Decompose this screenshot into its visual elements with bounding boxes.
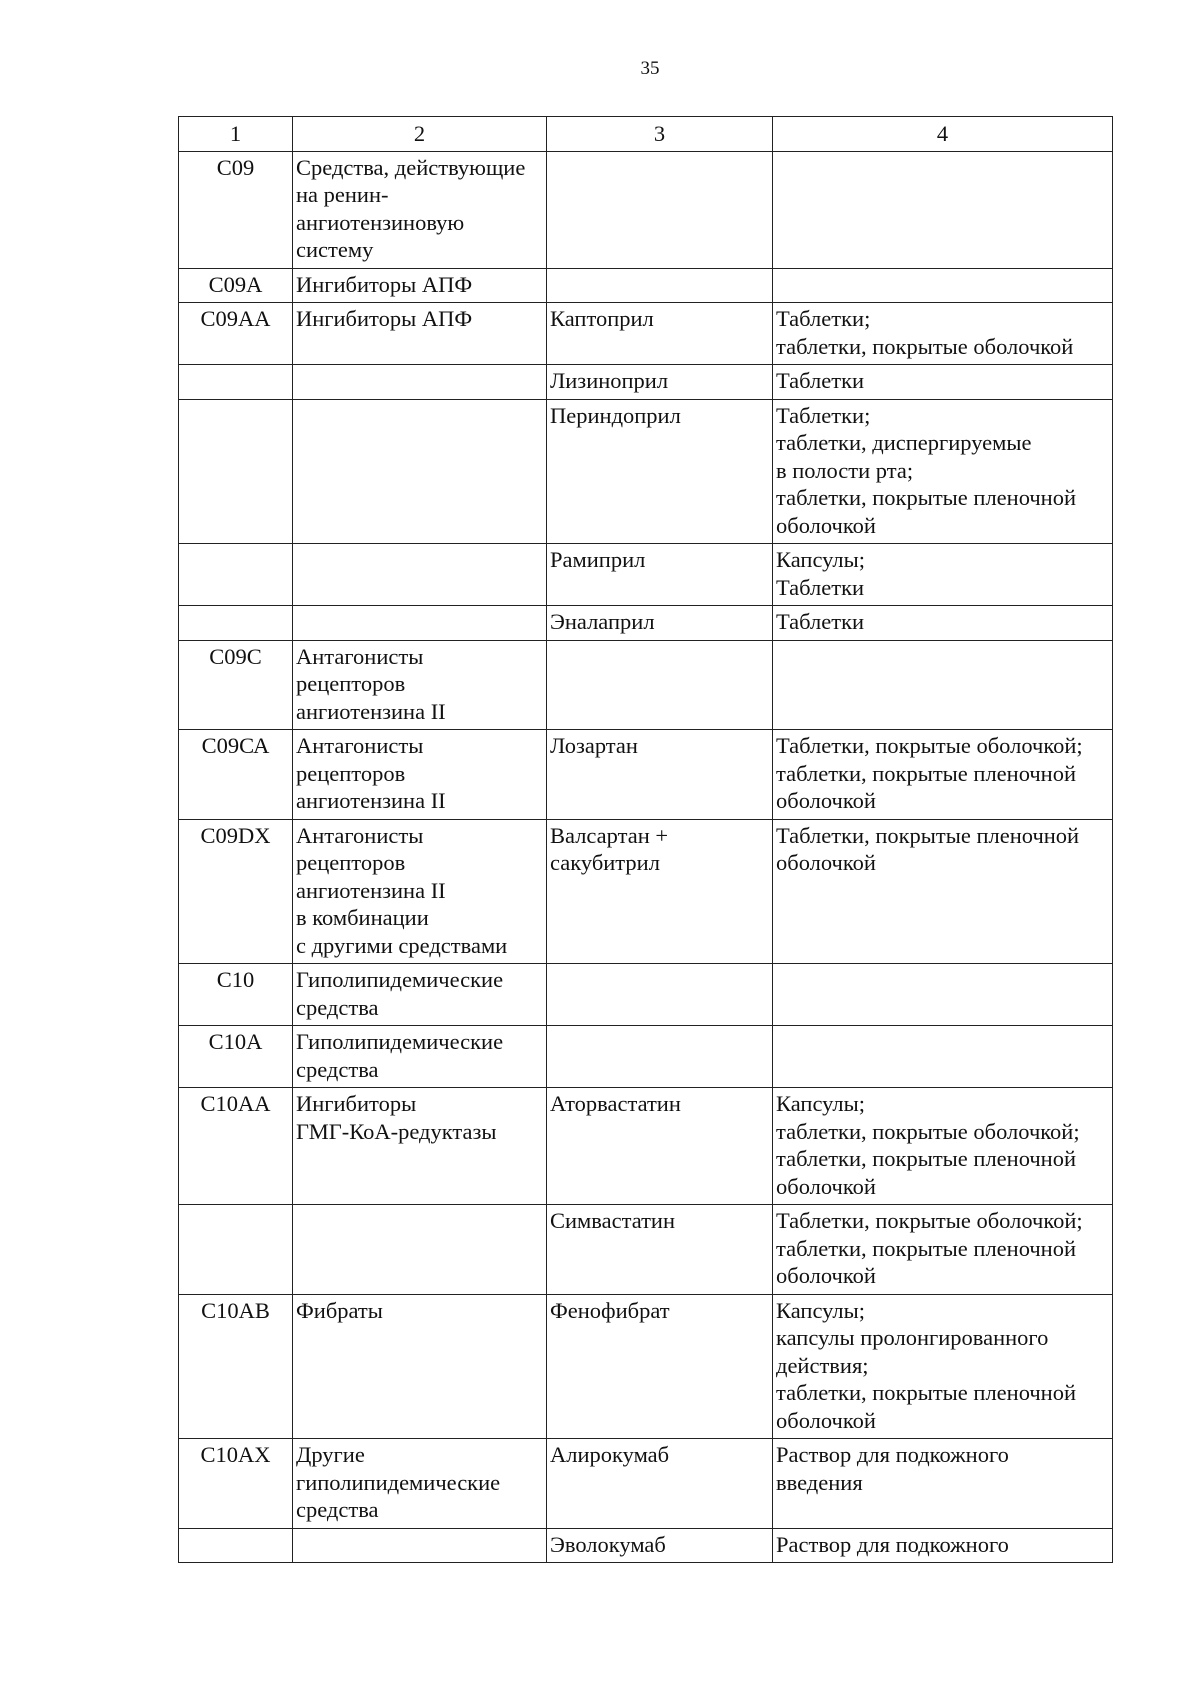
dosage-forms-cell	[773, 268, 1113, 303]
drug-cell	[547, 964, 773, 1026]
dosage-forms-cell	[773, 1528, 1113, 1563]
dosage-forms-cell	[773, 1205, 1113, 1295]
group-line: ангиотензина II	[296, 788, 446, 813]
group-line: Ингибиторы АПФ	[296, 271, 473, 297]
table-header	[179, 117, 1113, 152]
group-cell	[293, 1205, 547, 1295]
group-line: Ингибиторы	[296, 1091, 417, 1116]
dosage-forms-cell	[773, 1439, 1113, 1529]
dosage-forms-line: действия;	[776, 1352, 869, 1378]
group-cell	[293, 1294, 547, 1439]
group-line: Антагонисты	[296, 822, 424, 848]
group-line: Ингибиторы АПФ	[296, 306, 473, 331]
atc-code-cell: С09А	[179, 268, 293, 303]
dosage-forms-line: в полости рта;	[776, 457, 914, 483]
drug-cell	[547, 640, 773, 730]
group-line: рецепторов	[296, 671, 406, 696]
drug-line: Эналаприл	[550, 609, 655, 634]
drug-cell	[547, 819, 773, 964]
group-line: Гиполипидемические	[296, 967, 504, 992]
drug-cell	[547, 268, 773, 303]
group-cell	[293, 1528, 547, 1563]
dosage-forms-cell	[773, 1088, 1113, 1205]
dosage-forms-cell	[773, 1026, 1113, 1088]
group-line: ангиотензиновую	[296, 209, 465, 235]
group-cell	[293, 399, 547, 544]
dosage-forms-line: таблетки, покрытые пленочной	[776, 760, 1077, 786]
group-line: систему	[296, 237, 374, 262]
table-row	[179, 399, 1113, 544]
dosage-forms-line: Таблетки;	[776, 402, 871, 428]
table-row	[179, 268, 1113, 303]
atc-code-cell	[179, 1205, 293, 1295]
dosage-forms-cell	[773, 640, 1113, 730]
column-header-2: 2	[293, 117, 547, 152]
table-body	[179, 151, 1113, 1563]
table-row	[179, 964, 1113, 1026]
dosage-forms-line: таблетки, покрытые оболочкой;	[776, 1118, 1080, 1144]
group-line: с другими средствами	[296, 932, 508, 958]
dosage-forms-line: оболочкой	[776, 1407, 876, 1433]
drug-line: Каптоприл	[550, 306, 654, 331]
group-line: рецепторов	[296, 760, 406, 786]
dosage-forms-line: Капсулы;	[776, 1297, 865, 1323]
drug-line: Рамиприл	[550, 547, 646, 572]
drug-cell	[547, 544, 773, 606]
drug-cell	[547, 606, 773, 641]
dosage-forms-line: таблетки, диспергируемые	[776, 430, 1032, 455]
dosage-forms-line: оболочкой	[776, 1263, 876, 1288]
group-line: гиполипидемические	[296, 1469, 501, 1495]
header-row	[179, 117, 1113, 152]
group-line: на ренин-	[296, 182, 389, 207]
group-line: средства	[296, 994, 379, 1020]
dosage-forms-line: оболочкой	[776, 512, 876, 538]
dosage-forms-line: Таблетки, покрытые оболочкой;	[776, 733, 1083, 758]
group-cell	[293, 606, 547, 641]
table-row	[179, 1205, 1113, 1295]
group-line: Антагонисты	[296, 643, 424, 669]
column-header-4: 4	[773, 117, 1113, 152]
atc-code-cell: С09DX	[179, 819, 293, 964]
dosage-forms-line: таблетки, покрытые пленочной	[776, 1235, 1077, 1261]
group-cell	[293, 964, 547, 1026]
atc-code-cell: С10	[179, 964, 293, 1026]
drug-line: Фенофибрат	[550, 1297, 670, 1323]
table-row	[179, 365, 1113, 400]
group-cell	[293, 365, 547, 400]
drug-cell	[547, 1439, 773, 1529]
group-line: ангиотензина II	[296, 698, 446, 724]
atc-code-cell	[179, 544, 293, 606]
drug-cell	[547, 303, 773, 365]
column-header-3: 3	[547, 117, 773, 152]
group-cell	[293, 151, 547, 268]
group-cell	[293, 544, 547, 606]
atc-code-cell: С10АА	[179, 1088, 293, 1205]
dosage-forms-line: введения	[776, 1469, 863, 1495]
table-row	[179, 1528, 1113, 1563]
dosage-forms-line: оболочкой	[776, 1173, 876, 1199]
drug-line: сакубитрил	[550, 850, 660, 875]
table-row	[179, 730, 1113, 820]
atc-code-cell: С09	[179, 151, 293, 268]
table-row	[179, 303, 1113, 365]
dosage-forms-line: Капсулы;	[776, 1091, 865, 1116]
group-cell	[293, 1439, 547, 1529]
group-line: средства	[296, 1056, 379, 1082]
dosage-forms-cell	[773, 303, 1113, 365]
group-cell	[293, 730, 547, 820]
dosage-forms-cell	[773, 730, 1113, 820]
drug-cell	[547, 1026, 773, 1088]
dosage-forms-line: таблетки, покрытые пленочной	[776, 485, 1077, 510]
atc-code-cell: С09АА	[179, 303, 293, 365]
group-line: Фибраты	[296, 1297, 383, 1323]
table-row	[179, 1294, 1113, 1439]
dosage-forms-cell	[773, 819, 1113, 964]
drug-cell	[547, 1528, 773, 1563]
dosage-forms-line: Раствор для подкожного	[776, 1531, 1009, 1557]
drug-line: Эволокумаб	[550, 1531, 666, 1557]
dosage-forms-line: оболочкой	[776, 850, 876, 875]
group-cell	[293, 1088, 547, 1205]
dosage-forms-cell	[773, 399, 1113, 544]
drug-cell	[547, 365, 773, 400]
column-header-1: 1	[179, 117, 293, 152]
group-line: Антагонисты	[296, 733, 424, 758]
atc-code-cell: С10АВ	[179, 1294, 293, 1439]
group-line: рецепторов	[296, 850, 406, 875]
table-row	[179, 640, 1113, 730]
table-row	[179, 1439, 1113, 1529]
group-line: ангиотензина II	[296, 877, 446, 903]
group-line: Средства, действующие	[296, 154, 526, 180]
dosage-forms-cell	[773, 544, 1113, 606]
drug-line: Симвастатин	[550, 1208, 676, 1233]
dosage-forms-line: таблетки, покрытые пленочной	[776, 1146, 1077, 1171]
dosage-forms-line: таблетки, покрытые оболочкой	[776, 333, 1074, 359]
atc-code-cell: С10А	[179, 1026, 293, 1088]
drug-line: Лозартан	[550, 733, 638, 758]
dosage-forms-line: Таблетки	[776, 574, 865, 600]
table-row	[179, 1088, 1113, 1205]
atc-code-cell	[179, 606, 293, 641]
atc-code-cell	[179, 365, 293, 400]
drug-cell	[547, 1088, 773, 1205]
drug-line: Периндоприл	[550, 402, 681, 428]
dosage-forms-line: Таблетки	[776, 368, 865, 393]
drug-line: Валсартан +	[550, 822, 669, 848]
group-cell	[293, 819, 547, 964]
dosage-forms-line: Капсулы;	[776, 547, 865, 572]
drug-cell	[547, 399, 773, 544]
group-line: Другие	[296, 1442, 365, 1467]
group-line: в комбинации	[296, 905, 429, 930]
atc-code-cell: С10АХ	[179, 1439, 293, 1529]
drug-line: Аторвастатин	[550, 1091, 681, 1116]
table-row	[179, 819, 1113, 964]
atc-code-cell: С09СА	[179, 730, 293, 820]
dosage-forms-cell	[773, 1294, 1113, 1439]
dosage-forms-line: Таблетки, покрытые пленочной	[776, 822, 1080, 848]
table-row	[179, 151, 1113, 268]
dosage-forms-cell	[773, 365, 1113, 400]
medication-table	[178, 116, 1113, 1563]
drug-cell	[547, 1205, 773, 1295]
group-cell	[293, 303, 547, 365]
dosage-forms-cell	[773, 964, 1113, 1026]
page-number: 35	[640, 58, 660, 79]
atc-code-cell	[179, 1528, 293, 1563]
group-line: Гиполипидемические	[296, 1029, 504, 1054]
drug-cell	[547, 151, 773, 268]
group-line: средства	[296, 1497, 379, 1522]
drug-line: Лизиноприл	[550, 368, 669, 393]
group-cell	[293, 640, 547, 730]
dosage-forms-line: Таблетки;	[776, 306, 871, 331]
dosage-forms-cell	[773, 151, 1113, 268]
table-row	[179, 1026, 1113, 1088]
dosage-forms-line: Таблетки	[776, 609, 865, 634]
group-line: ГМГ-КоА-редуктазы	[296, 1118, 497, 1144]
table-row	[179, 544, 1113, 606]
dosage-forms-line: Раствор для подкожного	[776, 1442, 1009, 1467]
group-cell	[293, 268, 547, 303]
dosage-forms-line: таблетки, покрытые пленочной	[776, 1380, 1077, 1405]
dosage-forms-line: капсулы пролонгированного	[776, 1325, 1049, 1350]
table-row	[179, 606, 1113, 641]
drug-cell	[547, 1294, 773, 1439]
dosage-forms-line: Таблетки, покрытые оболочкой;	[776, 1208, 1083, 1233]
dosage-forms-cell	[773, 606, 1113, 641]
atc-code-cell	[179, 399, 293, 544]
atc-code-cell: С09С	[179, 640, 293, 730]
group-cell	[293, 1026, 547, 1088]
dosage-forms-line: оболочкой	[776, 788, 876, 813]
drug-cell	[547, 730, 773, 820]
drug-line: Алирокумаб	[550, 1442, 670, 1467]
